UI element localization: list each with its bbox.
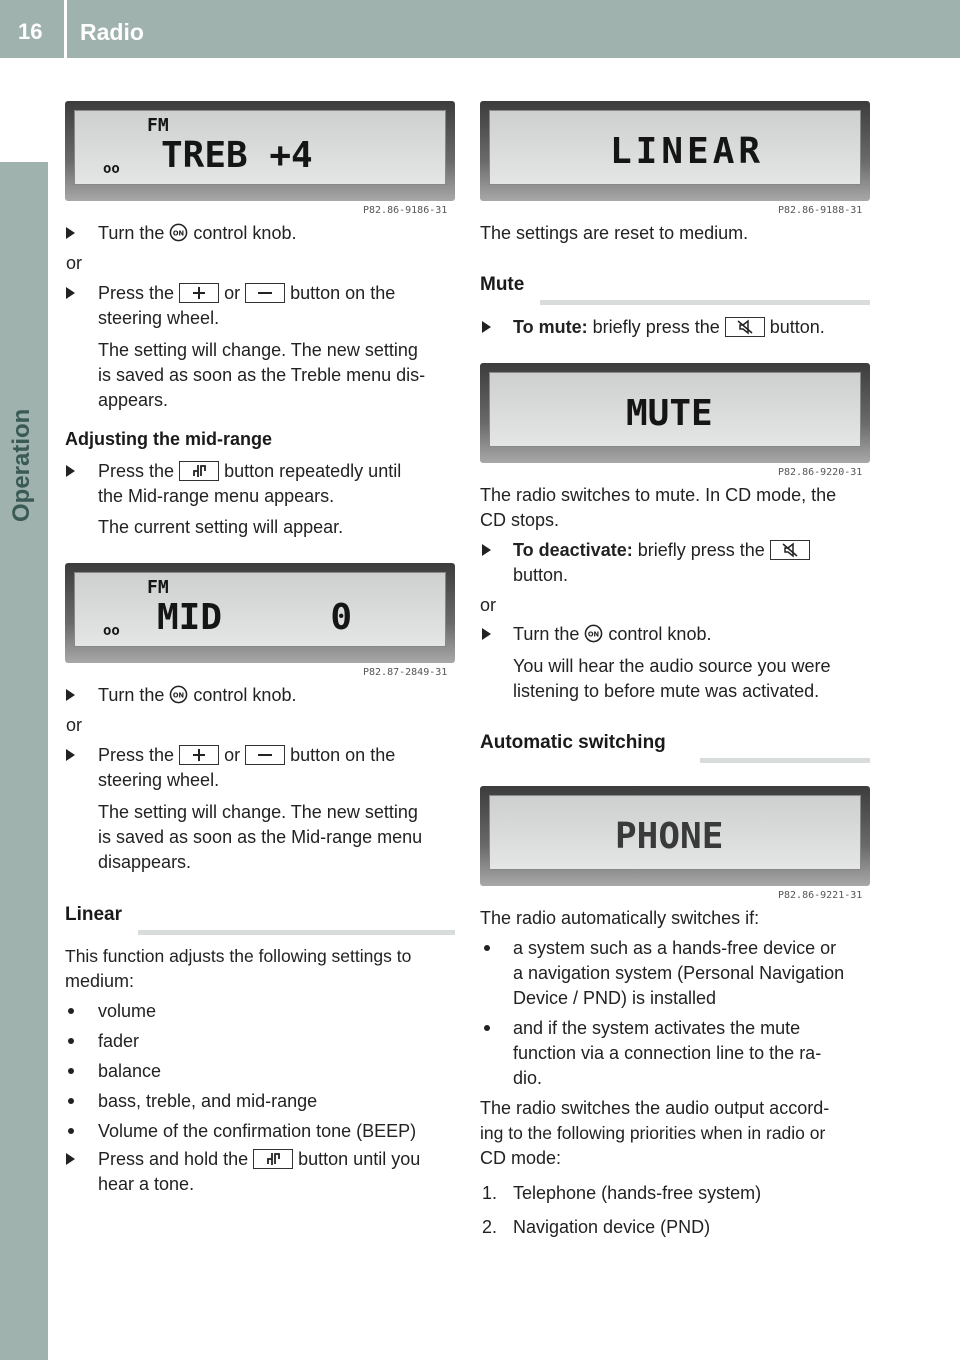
phone-display (480, 786, 870, 886)
result-text: The setting will change. The new setting (98, 340, 418, 360)
sound-key-icon (179, 461, 219, 481)
bullet-text: function via a connection line to the ra- (513, 1043, 822, 1063)
header-divider (64, 0, 67, 58)
display-value: TREB +4 (161, 135, 313, 176)
bullet (68, 1128, 74, 1134)
step-arrow (482, 321, 491, 333)
instruction: To mute: briefly press the button. (513, 317, 825, 337)
bullet-text: dio. (513, 1068, 543, 1088)
step-arrow (66, 227, 75, 239)
instruction-cont: steering wheel. (98, 308, 220, 328)
list-number: 2. (482, 1217, 498, 1237)
bullet-text: Device / PND) is installed (513, 988, 717, 1008)
bullet (484, 1025, 490, 1031)
section-heading-midrange: Adjusting the mid-range (65, 429, 272, 449)
page-header (0, 0, 960, 58)
or-text: or (66, 253, 83, 273)
side-tab (0, 162, 48, 1360)
knob-icon (584, 624, 603, 643)
stereo-icon: oo (103, 161, 120, 177)
bullet (68, 1008, 74, 1014)
mute-key-icon (770, 540, 810, 560)
linear-display (480, 101, 870, 201)
display-value: MUTE (626, 393, 713, 434)
result-text: listening to before mute was activated. (513, 681, 820, 701)
side-tab-label: Operation (8, 408, 35, 522)
list-number: 1. (482, 1183, 498, 1203)
step-arrow (66, 689, 75, 701)
display-value: LINEAR (610, 131, 765, 172)
result-text: is saved as soon as the Mid-range menu (98, 827, 423, 847)
midrange-display-screen (74, 572, 446, 647)
body-text: The radio switches the audio output accord- (480, 1098, 830, 1118)
page-number: 16 (18, 19, 43, 44)
or-text: or (480, 595, 497, 615)
display-band: FM (147, 115, 169, 136)
treble-display-screen (74, 110, 446, 185)
step-arrow (482, 628, 491, 640)
bullet-text: a navigation system (Personal Navigation (513, 963, 845, 983)
body-text: ing to the following priorities when in radio or (480, 1123, 826, 1143)
result-text: You will hear the audio source you were (513, 656, 831, 676)
body-text: This function adjusts the following settings to (65, 946, 412, 966)
instruction: Press the or button on the (98, 283, 396, 303)
display-value: PHONE (615, 816, 724, 857)
instruction-cont: hear a tone. (98, 1174, 195, 1194)
midrange-display (65, 563, 455, 663)
bullet-text: and if the system activates the mute (513, 1018, 801, 1038)
instruction: Press and hold the button until you (98, 1149, 421, 1169)
sound-key-icon (253, 1149, 293, 1169)
mute-display (480, 363, 870, 463)
list-item: Telephone (hands-free system) (513, 1183, 762, 1203)
bullet-text: a system such as a hands-free device or (513, 938, 837, 958)
instruction: Turn the control knob. (98, 685, 297, 705)
mute-key-icon (725, 317, 765, 337)
bullet-text: Volume of the confirmation tone (BEEP) (98, 1121, 417, 1141)
minus-key-icon (245, 283, 285, 303)
bullet (484, 945, 490, 951)
display-band: FM (147, 577, 169, 598)
bullet-text: volume (98, 1001, 157, 1021)
instruction: Press the button repeatedly until (98, 461, 402, 481)
linear-display-screen (489, 110, 861, 185)
knob-icon (169, 685, 188, 704)
bullet (68, 1068, 74, 1074)
page-title: Radio (80, 19, 144, 45)
heading-rule (700, 758, 870, 763)
instruction-cont: steering wheel. (98, 770, 220, 790)
section-heading-linear: Linear (65, 904, 123, 925)
treble-display (65, 101, 455, 201)
figure-code: P82.86-9186-31 (363, 205, 448, 216)
step-arrow (482, 544, 491, 556)
instruction: Turn the control knob. (513, 624, 712, 644)
bullet-text: balance (98, 1061, 162, 1081)
body-text: The radio automatically switches if: (480, 908, 760, 928)
phone-display-screen (489, 795, 861, 870)
body-text: medium: (65, 971, 135, 991)
instruction: Turn the control knob. (98, 223, 297, 243)
stereo-icon: oo (103, 623, 120, 639)
heading-rule (138, 930, 455, 935)
knob-icon (169, 223, 188, 242)
result-text: The current setting will appear. (98, 517, 344, 537)
minus-key-icon (245, 745, 285, 765)
instruction-cont: button. (513, 565, 569, 585)
bullet (68, 1038, 74, 1044)
result-text: disappears. (98, 852, 192, 872)
section-heading-automatic: Automatic switching (480, 732, 666, 753)
bullet-text: fader (98, 1031, 140, 1051)
figure-code: P82.87-2849-31 (363, 667, 448, 678)
step-arrow (66, 1153, 75, 1165)
body-text: The radio switches to mute. In CD mode, the (480, 485, 837, 505)
plus-key-icon (179, 745, 219, 765)
instruction: Press the or button on the (98, 745, 396, 765)
body-text: CD mode: (480, 1148, 562, 1168)
figure-code: P82.86-9221-31 (778, 890, 863, 901)
figure-code: P82.86-9220-31 (778, 467, 863, 478)
bullet (68, 1098, 74, 1104)
result-text: The setting will change. The new setting (98, 802, 418, 822)
step-arrow (66, 749, 75, 761)
instruction-cont: the Mid-range menu appears. (98, 486, 335, 506)
mute-display-screen (489, 372, 861, 447)
heading-rule (540, 300, 870, 305)
body-text: The settings are reset to medium. (480, 223, 749, 243)
bullet-text: bass, treble, and mid-range (98, 1091, 318, 1111)
figure-code: P82.86-9188-31 (778, 205, 863, 216)
or-text: or (66, 715, 83, 735)
list-item: Navigation device (PND) (513, 1217, 711, 1237)
step-arrow (66, 287, 75, 299)
result-text: appears. (98, 390, 169, 410)
step-arrow (66, 465, 75, 477)
display-value: MID 0 (157, 597, 353, 638)
section-heading-mute: Mute (480, 274, 525, 295)
result-text: is saved as soon as the Treble menu dis- (98, 365, 426, 385)
body-text: CD stops. (480, 510, 560, 530)
instruction: To deactivate: briefly press the (513, 538, 810, 563)
plus-key-icon (179, 283, 219, 303)
